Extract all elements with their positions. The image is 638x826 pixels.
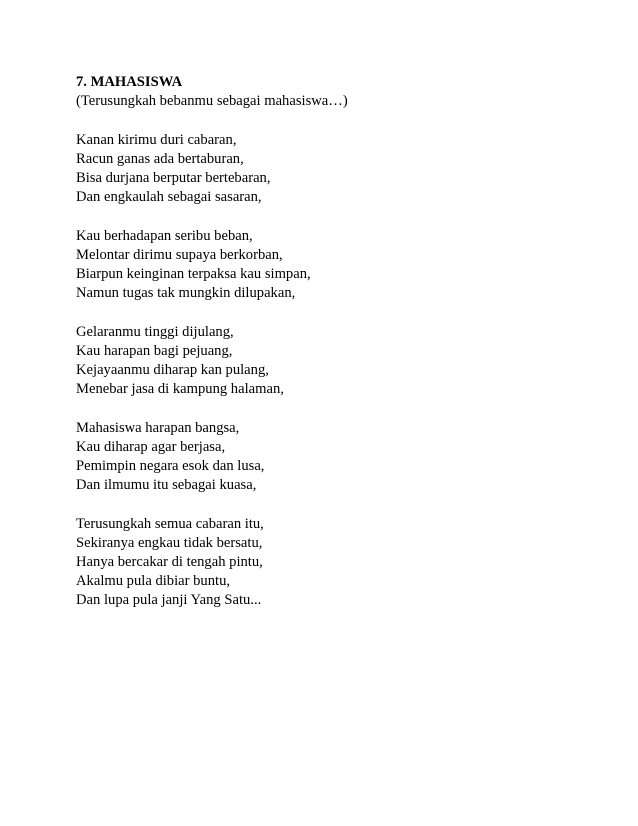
- poem-line: Kanan kirimu duri cabaran,: [76, 131, 237, 148]
- stanza-4: [76, 419, 348, 496]
- poem-line: Gelaranmu tinggi dijulang,: [76, 323, 234, 340]
- poem-line: Hanya bercakar di tengah pintu,: [76, 554, 263, 570]
- poem-line: Terusungkah semua cabaran itu,: [76, 515, 264, 532]
- poem-line: Dan lupa pula janji Yang Satu...: [76, 592, 262, 609]
- poem-line: Kau harapan bagi pejuang,: [76, 342, 233, 359]
- poem-line: Racun ganas ada bertaburan,: [76, 150, 244, 167]
- poem-line: Dan ilmumu itu sebagai kuasa,: [76, 477, 257, 494]
- poem-line: Akalmu pula dibiar buntu,: [76, 573, 231, 590]
- stanza-3: [76, 323, 348, 400]
- poem-line: Kau berhadapan seribu beban,: [76, 227, 253, 244]
- poem-line: Menebar jasa di kampung halaman,: [76, 381, 284, 398]
- stanza-5: [76, 515, 348, 611]
- poem: [76, 73, 348, 611]
- poem-line: Pemimpin negara esok dan lusa,: [76, 458, 265, 474]
- poem-line: Biarpun keinginan terpaksa kau simpan,: [76, 266, 311, 282]
- stanza-2: [76, 227, 348, 304]
- poem-line: Kau diharap agar berjasa,: [76, 438, 226, 455]
- poem-line: Dan engkaulah sebagai sasaran,: [76, 189, 262, 206]
- poem-line: Mahasiswa harapan bangsa,: [76, 419, 240, 436]
- poem-line: Melontar dirimu supaya berkorban,: [76, 246, 283, 263]
- poem-line: Namun tugas tak mungkin dilupakan,: [76, 285, 296, 302]
- poem-line: Kejayaanmu diharap kan pulang,: [76, 362, 269, 378]
- stanza-1: [76, 131, 348, 208]
- poem-line: Sekiranya engkau tidak bersatu,: [76, 534, 263, 551]
- poem-line: Bisa durjana berputar bertebaran,: [76, 170, 271, 186]
- poem-title: 7. MAHASISWA: [76, 74, 183, 90]
- poem-subtitle: (Terusungkah bebanmu sebagai mahasiswa…): [76, 93, 348, 110]
